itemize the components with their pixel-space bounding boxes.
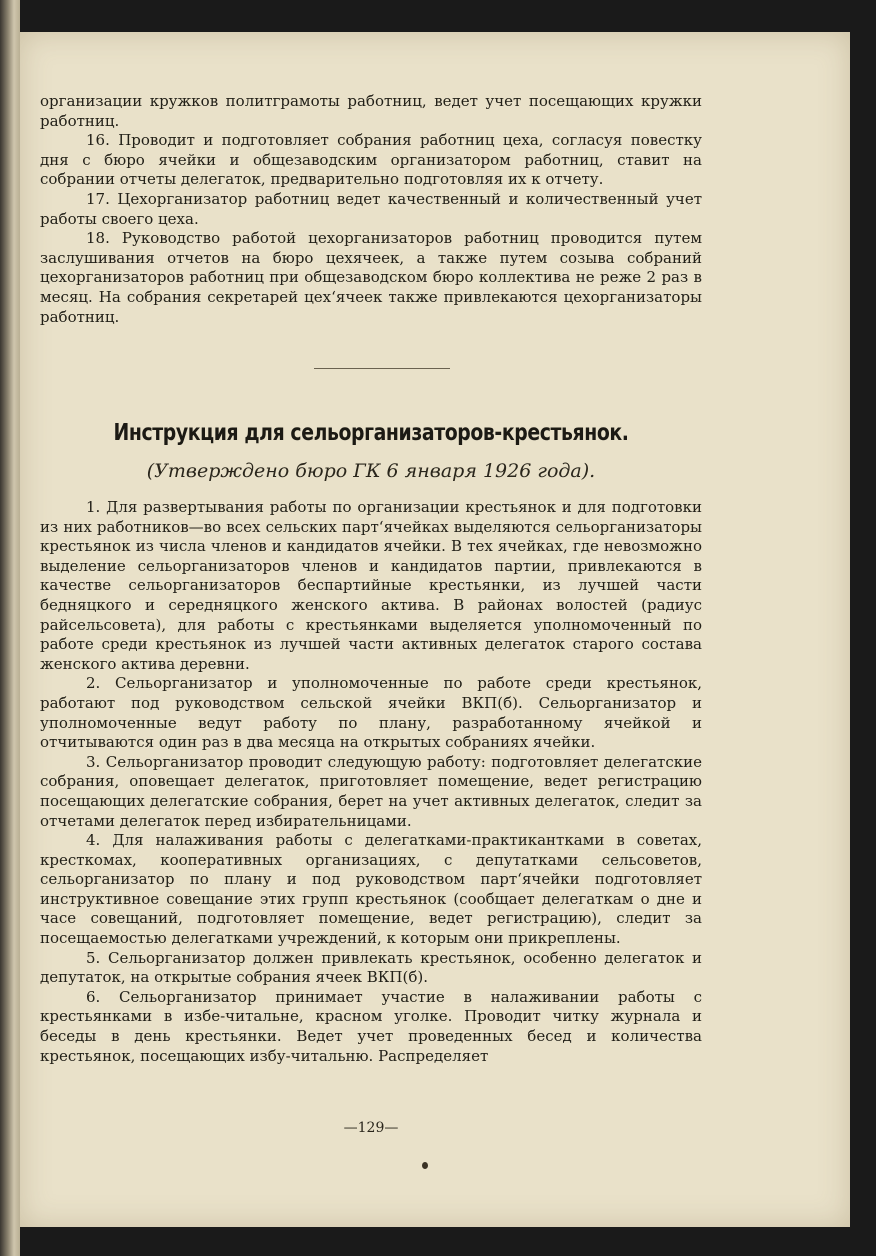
paragraph-5: 5. Сельорганизатор должен привлекать крестьянок, особенно делегаток и депутаток, на открытые собрания ячеек ВКП(б). [40, 948, 702, 987]
paragraph-4: 4. Для налаживания работы с делегатками-практикантками в советах, кресткомах, кооперативных организациях, с депутатками сельсоветов, сельорганизатор по плану и под руководством парт‘ячейки подготовляет инструктивное совещание этих групп крестьянок (сообщает делегаткам о дне и часе совещаний, подготовляет помещение, ведет регистрацию), следит за посещаемостью делегатками учреждений, к которым они прикреплены. [40, 831, 702, 948]
paragraph-2: 2. Сельорганизатор и уполномоченные по работе среди крестьянок, работают под руководством сельской ячейки ВКП(б). Сельорганизатор и уполномоченные ведут работу по плану, разработанному ячейкой и отчитываются один раз в два месяца на открытых собраниях ячейки. [40, 674, 702, 752]
paragraph-1: 1. Для развертывания работы по организации крестьянок и для подготовки из них работников—во всех сельских парт‘ячейках выделяются сельорганизаторы крестьянок из числа членов и кандидатов ячейки. В тех ячейках, где невозможно выделение сельорганизаторов членов и кандидатов партии, привлекаются в качестве сельорганизаторов беспартийные крестьянки, из лучшей части бедняцкого и середняцкого женского актива. В районах волостей (радиус райсельсовета), для работы с крестьянками выделяется уполномоченный по работе среди крестьянок из лучшей части активных делегаток старого состава женского актива деревни. [40, 498, 702, 673]
paragraph-continuation: организации кружков политграмоты работниц, ведет учет посещающих кружки работниц. [40, 92, 702, 130]
document-page [20, 32, 850, 1227]
paragraph-3: 3. Сельорганизатор проводит следующую работу: подготовляет делегатские собрания, оповещает делегаток, приготовляет помещение, ведет регистрацию посещающих делегатские собрания, берет на учет активных делегаток, следит за отчетами делегаток перед избирательницами. [40, 752, 702, 830]
paragraph-16: 16. Проводит и подготовляет собрания работниц цеха, согласуя повестку дня с бюро ячейки и общезаводским организатором работниц, ставит на собрании отчеты делегаток, предварительно подготовляя их к отчету. [40, 131, 702, 189]
paragraph-17: 17. Цехорганизатор работниц ведет качественный и количественный учет работы своего цеха. [40, 189, 702, 228]
section-heading: Инструкция для сельорганизаторов-крестьянок. [113, 420, 629, 446]
section-subheading: (Утверждено бюро ГК 6 января 1926 года). [146, 460, 596, 482]
page-number: —129— [343, 1120, 399, 1136]
adjacent-page-edge [0, 0, 20, 1256]
section-divider [314, 368, 450, 369]
main-text-block [40, 498, 702, 1066]
paragraph-18: 18. Руководство работой цехорганизаторов работниц проводится путем заслушивания отчетов на бюро цехячеек, а также путем созыва собраний цехорганизаторов работниц при общезаводском бюро коллектива не реже 2 раз в месяц. На собрания секретарей цех‘ячеек также привлекаются цехорганизаторы работниц. [40, 229, 702, 326]
paragraph-6: 6. Сельорганизатор принимает участие в налаживании работы с крестьянками в избе-читальне, красном уголке. Проводит читку журнала и беседы в день крестьянки. Ведет учет проведенных бесед и количества крестьянок, посещающих избу-читальню. Распределяет [40, 987, 702, 1065]
ink-spot [422, 1162, 428, 1169]
top-text-block [40, 92, 702, 327]
